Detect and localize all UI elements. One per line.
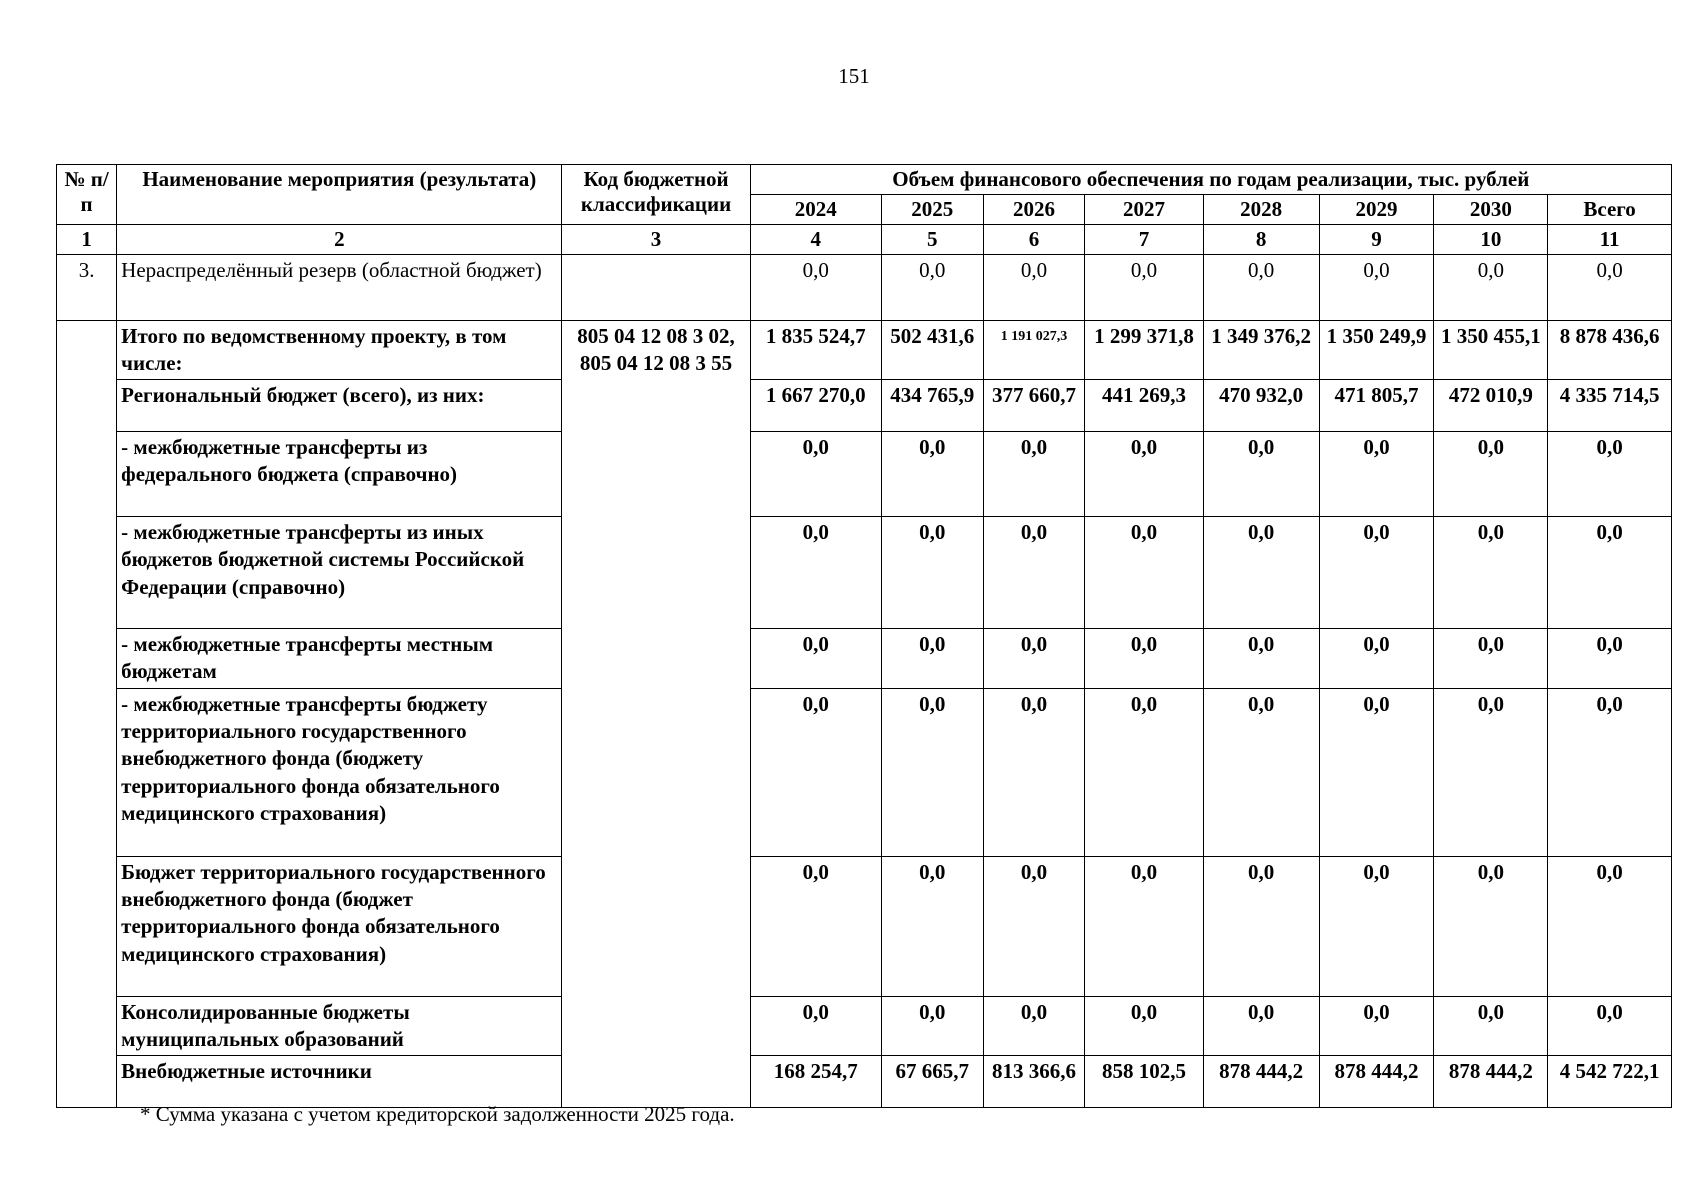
column-number: 10 bbox=[1434, 225, 1548, 254]
value-cell: 0,0 bbox=[1434, 517, 1548, 629]
value-cell: 67 665,7 bbox=[881, 1056, 983, 1108]
value-cell: 471 805,7 bbox=[1319, 380, 1434, 432]
table-row bbox=[57, 629, 1672, 689]
value-cell: 858 102,5 bbox=[1085, 1056, 1203, 1108]
value-cell: 0,0 bbox=[1085, 629, 1203, 689]
value-cell: 813 366,6 bbox=[983, 1056, 1085, 1108]
value-cell: 0,0 bbox=[1548, 856, 1672, 996]
table-row bbox=[57, 856, 1672, 996]
value-cell: 4 542 722,1 bbox=[1548, 1056, 1672, 1108]
value-cell: 1 835 524,7 bbox=[750, 320, 881, 380]
value-cell: 0,0 bbox=[1548, 254, 1672, 320]
value-cell: 0,0 bbox=[1319, 517, 1434, 629]
header-total: Всего bbox=[1548, 195, 1672, 225]
page-number: 151 bbox=[838, 64, 870, 88]
value-cell: 1 299 371,8 bbox=[1085, 320, 1203, 380]
value-cell: 0,0 bbox=[983, 629, 1085, 689]
table-row bbox=[57, 380, 1672, 432]
header-year: 2025 bbox=[881, 195, 983, 225]
value-cell: 0,0 bbox=[1548, 996, 1672, 1056]
column-number: 8 bbox=[1203, 225, 1319, 254]
value-cell: 0,0 bbox=[881, 254, 983, 320]
value-cell: 0,0 bbox=[1203, 856, 1319, 996]
value-cell: 4 335 714,5 bbox=[1548, 380, 1672, 432]
value-cell: 0,0 bbox=[881, 688, 983, 856]
value-cell: 8 878 436,6 bbox=[1548, 320, 1672, 380]
value-cell: 0,0 bbox=[1434, 856, 1548, 996]
header-year: 2029 bbox=[1319, 195, 1434, 225]
column-number: 11 bbox=[1548, 225, 1672, 254]
value-cell: 0,0 bbox=[1319, 432, 1434, 517]
value-cell: 0,0 bbox=[1548, 517, 1672, 629]
value-cell: 0,0 bbox=[983, 254, 1085, 320]
header-year: 2030 bbox=[1434, 195, 1548, 225]
column-number: 4 bbox=[750, 225, 881, 254]
value-cell: 0,0 bbox=[1085, 996, 1203, 1056]
value-cell: 0,0 bbox=[750, 517, 881, 629]
value-cell: 0,0 bbox=[881, 432, 983, 517]
value-cell: 502 431,6 bbox=[881, 320, 983, 380]
value-cell: 0,0 bbox=[750, 254, 881, 320]
row-name: - межбюджетные трансферты бюджету территориального государственного внебюджетного фонда (бюджету территориального фонда обязательного медицинского страхования) bbox=[117, 688, 562, 856]
value-cell: 878 444,2 bbox=[1434, 1056, 1548, 1108]
value-cell: 0,0 bbox=[983, 688, 1085, 856]
value-cell: 0,0 bbox=[1434, 629, 1548, 689]
value-cell: 1 191 027,3 bbox=[983, 320, 1085, 380]
row-number bbox=[57, 320, 117, 1108]
value-cell: 0,0 bbox=[1203, 688, 1319, 856]
value-cell: 0,0 bbox=[983, 517, 1085, 629]
value-cell: 0,0 bbox=[881, 996, 983, 1056]
column-number: 6 bbox=[983, 225, 1085, 254]
value-cell: 472 010,9 bbox=[1434, 380, 1548, 432]
row-name: Бюджет территориального государственного внебюджетного фонда (бюджет территориального фонда обязательного медицинского страхования) bbox=[117, 856, 562, 996]
value-cell: 878 444,2 bbox=[1203, 1056, 1319, 1108]
value-cell: 1 350 249,9 bbox=[1319, 320, 1434, 380]
row-name: - межбюджетные трансферты из иных бюджетов бюджетной системы Российской Федерации (справочно) bbox=[117, 517, 562, 629]
value-cell: 0,0 bbox=[881, 856, 983, 996]
value-cell: 470 932,0 bbox=[1203, 380, 1319, 432]
row-name: - межбюджетные трансферты местным бюджетам bbox=[117, 629, 562, 689]
value-cell: 0,0 bbox=[750, 688, 881, 856]
value-cell: 1 350 455,1 bbox=[1434, 320, 1548, 380]
value-cell: 0,0 bbox=[1203, 432, 1319, 517]
column-number: 1 bbox=[57, 225, 117, 254]
table-row bbox=[57, 432, 1672, 517]
value-cell: 0,0 bbox=[1319, 254, 1434, 320]
value-cell: 0,0 bbox=[881, 629, 983, 689]
row-name: Итого по ведомственному проекту, в том числе: bbox=[117, 320, 562, 380]
footnote: * Сумма указана с учетом кредиторской задолженности 2025 года. bbox=[140, 1102, 735, 1126]
value-cell: 0,0 bbox=[1434, 254, 1548, 320]
row-name: Нераспределённый резерв (областной бюджет) bbox=[117, 254, 562, 320]
table-row bbox=[57, 1056, 1672, 1108]
row-name: Внебюджетные источники bbox=[117, 1056, 562, 1108]
budget-code: 805 04 12 08 3 02, 805 04 12 08 3 55 bbox=[562, 320, 750, 1108]
value-cell: 441 269,3 bbox=[1085, 380, 1203, 432]
header-name: Наименование мероприятия (результата) bbox=[117, 165, 562, 225]
column-number: 5 bbox=[881, 225, 983, 254]
header-volume: Объем финансового обеспечения по годам реализации, тыс. рублей bbox=[750, 165, 1671, 195]
value-cell: 0,0 bbox=[1085, 856, 1203, 996]
header-year: 2027 bbox=[1085, 195, 1203, 225]
column-number: 7 bbox=[1085, 225, 1203, 254]
value-cell: 0,0 bbox=[1203, 629, 1319, 689]
value-cell: 1 667 270,0 bbox=[750, 380, 881, 432]
value-cell: 0,0 bbox=[1085, 254, 1203, 320]
value-cell: 878 444,2 bbox=[1319, 1056, 1434, 1108]
row-name: Консолидированные бюджеты муниципальных образований bbox=[117, 996, 562, 1056]
financing-table bbox=[56, 164, 1672, 1108]
value-cell: 0,0 bbox=[1548, 629, 1672, 689]
header-no: № п/п bbox=[57, 165, 117, 225]
value-cell: 0,0 bbox=[983, 856, 1085, 996]
value-cell: 0,0 bbox=[1319, 688, 1434, 856]
value-cell: 434 765,9 bbox=[881, 380, 983, 432]
value-cell: 0,0 bbox=[1434, 996, 1548, 1056]
value-cell: 168 254,7 bbox=[750, 1056, 881, 1108]
value-cell: 0,0 bbox=[1085, 688, 1203, 856]
table-row bbox=[57, 517, 1672, 629]
value-cell: 0,0 bbox=[1319, 856, 1434, 996]
header-code: Код бюджетной классификации bbox=[562, 165, 750, 225]
value-cell: 0,0 bbox=[1085, 432, 1203, 517]
value-cell: 0,0 bbox=[1434, 432, 1548, 517]
value-cell: 0,0 bbox=[881, 517, 983, 629]
value-cell: 0,0 bbox=[1203, 254, 1319, 320]
value-cell: 0,0 bbox=[1319, 629, 1434, 689]
row-number: 3. bbox=[57, 254, 117, 320]
value-cell: 0,0 bbox=[1203, 996, 1319, 1056]
value-cell: 0,0 bbox=[983, 996, 1085, 1056]
header-year: 2024 bbox=[750, 195, 881, 225]
table-row bbox=[57, 254, 1672, 320]
table-row bbox=[57, 996, 1672, 1056]
value-cell: 0,0 bbox=[1434, 688, 1548, 856]
row-name: Региональный бюджет (всего), из них: bbox=[117, 380, 562, 432]
value-cell: 0,0 bbox=[1548, 432, 1672, 517]
column-number: 3 bbox=[562, 225, 750, 254]
value-cell: 377 660,7 bbox=[983, 380, 1085, 432]
row-name: - межбюджетные трансферты из федерального бюджета (справочно) bbox=[117, 432, 562, 517]
value-cell: 0,0 bbox=[750, 629, 881, 689]
value-cell: 0,0 bbox=[1085, 517, 1203, 629]
value-cell: 0,0 bbox=[750, 432, 881, 517]
value-cell: 1 349 376,2 bbox=[1203, 320, 1319, 380]
column-number: 9 bbox=[1319, 225, 1434, 254]
value-cell: 0,0 bbox=[1203, 517, 1319, 629]
row-code-empty bbox=[562, 254, 750, 320]
value-cell: 0,0 bbox=[1548, 688, 1672, 856]
value-cell: 0,0 bbox=[983, 432, 1085, 517]
value-cell: 0,0 bbox=[1319, 996, 1434, 1056]
table-row-total bbox=[57, 320, 1672, 380]
table-row bbox=[57, 688, 1672, 856]
value-cell: 0,0 bbox=[750, 856, 881, 996]
value-cell: 0,0 bbox=[750, 996, 881, 1056]
header-year: 2026 bbox=[983, 195, 1085, 225]
header-year: 2028 bbox=[1203, 195, 1319, 225]
column-number: 2 bbox=[117, 225, 562, 254]
